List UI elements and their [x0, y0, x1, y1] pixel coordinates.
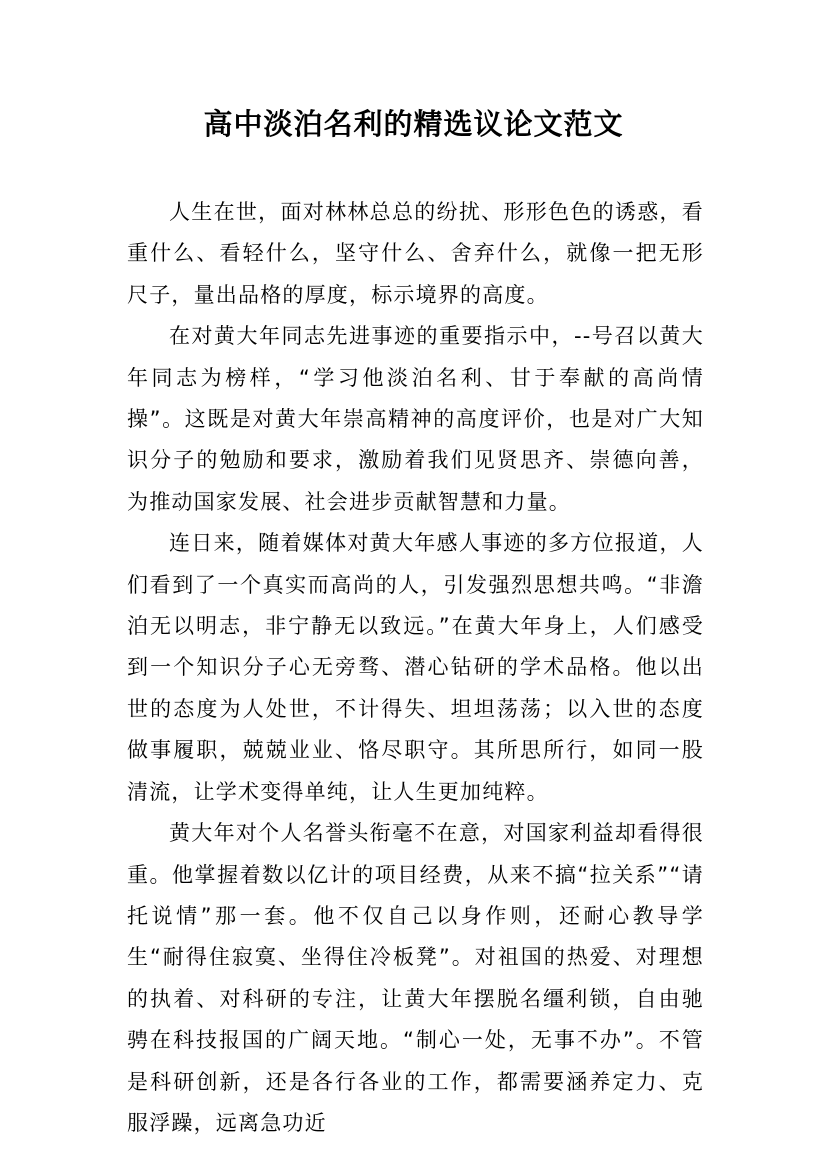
paragraph: 在对黄大年同志先进事迹的重要指示中，--号召以黄大年同志为榜样，“学习他淡泊名利、甘于奉献的高尚情操”。这既是对黄大年崇高精神的高度评价，也是对广大知识分子的勉励和要求，激励着我们见贤思齐、崇德向善，为推动国家发展、社会进步贡献智慧和力量。: [127, 324, 704, 514]
document-title: 高中淡泊名利的精选议论文范文: [203, 107, 624, 141]
paragraph: 黄大年对个人名誉头衔毫不在意，对国家利益却看得很重。他掌握着数以亿计的项目经费，从来不搞“拉关系”“请托说情”那一套。他不仅自己以身作则，还耐心教导学生“耐得住寂寞、坐得住冷板凳”。对祖国的热爱、对理想的执着、对科研的专注，让黄大年摆脱名缰利锁，自由驰骋在科技报国的广阔天地。“制心一处，无事不办”。不管是科研创新，还是各行各业的工作，都需要涵养定力、克服浮躁，远离急功近: [127, 821, 704, 1135]
paragraph: 连日来，随着媒体对黄大年感人事迹的多方位报道，人们看到了一个真实而高尚的人，引发强烈思想共鸣。“非澹泊无以明志，非宁静无以致远。”在黄大年身上，人们感受到一个知识分子心无旁骛、潜心钻研的学术品格。他以出世的态度为人处世，不计得失、坦坦荡荡；以入世的态度做事履职，兢兢业业、恪尽职守。其所思所行，如同一股清流，让学术变得单纯，让人生更加纯粹。: [127, 531, 704, 804]
document-body: [127, 192, 704, 1144]
paragraph: 人生在世，面对林林总总的纷扰、形形色色的诱惑，看重什么、看轻什么，坚守什么、舍弃什么，就像一把无形尺子，量出品格的厚度，标示境界的高度。: [127, 200, 704, 307]
